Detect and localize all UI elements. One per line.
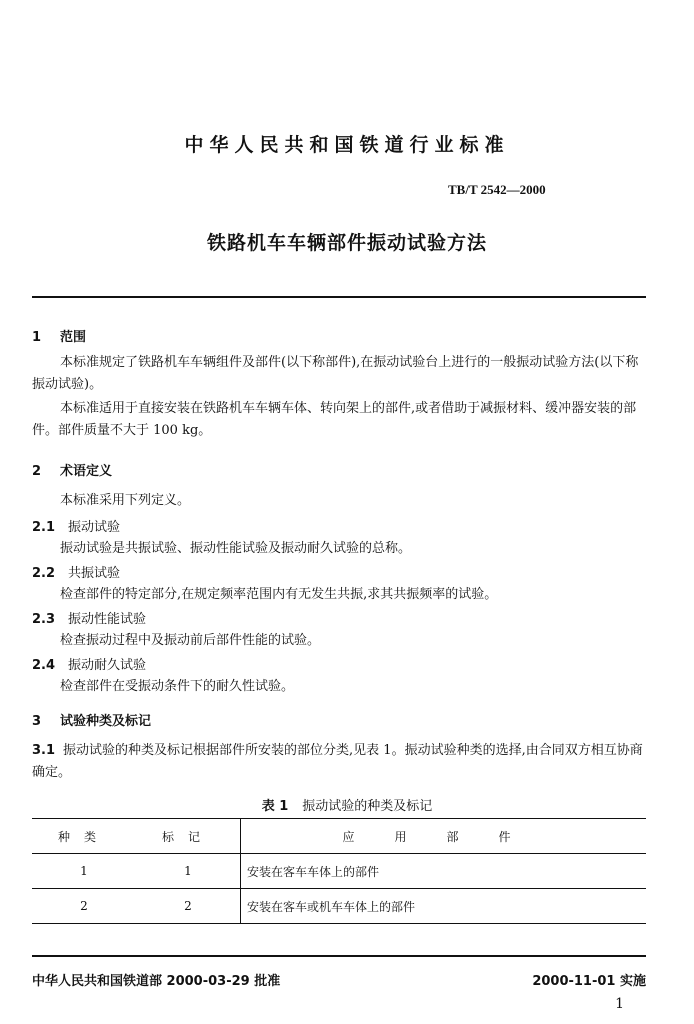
table-label: 表 1 [261, 799, 289, 814]
table-header-row [32, 819, 646, 854]
clause-text: 振动试验的种类及标记根据部件所安装的部位分类,见表 1。振动试验种类的选择,由合同双方相互协商确定。 [32, 743, 643, 780]
approval-line: 中华人民共和国铁道部 2000-03-29 批准 [32, 974, 281, 989]
section-2-intro: 本标准采用下列定义。 [60, 493, 191, 508]
section-number: 1 [32, 330, 42, 345]
table-caption [0, 795, 694, 814]
term-2-4-definition: 检查部件在受振动条件下的耐久性试验。 [60, 679, 295, 694]
section-3-heading [32, 710, 151, 729]
term-2-4 [32, 654, 146, 673]
term-2-2-definition: 检查部件的特定部分,在规定频率范围内有无发生共振,求其共振频率的试验。 [60, 587, 498, 602]
standard-number: TB/T 2542—2000 [448, 182, 546, 197]
header-applied-parts: 应用部件 [241, 819, 647, 854]
document-title: 铁路机车车辆部件振动试验方法 [206, 232, 487, 254]
section-number: 2 [32, 464, 42, 479]
section-1-paragraph-1: 本标准规定了铁路机车车辆组件及部件(以下称部件),在振动试验台上进行的一般振动试验方法(以下称振动试验)。 [32, 355, 639, 392]
section-number: 3 [32, 714, 42, 729]
section-1-heading [32, 326, 86, 345]
term-name: 振动试验 [68, 520, 121, 535]
effective-date: 2000-11-01 实施 [532, 974, 646, 989]
clause-number: 3.1 [32, 743, 56, 758]
term-number: 2.2 [32, 566, 56, 581]
term-2-2 [32, 562, 120, 581]
term-2-3 [32, 608, 146, 627]
header-mark: 标记 [136, 819, 241, 854]
section-title: 试验种类及标记 [60, 714, 152, 729]
section-title: 术语定义 [60, 464, 113, 479]
table-row [32, 854, 646, 889]
term-2-1-definition: 振动试验是共振试验、振动性能试验及振动耐久试验的总称。 [60, 541, 412, 556]
term-name: 振动性能试验 [68, 612, 147, 627]
section-1-paragraph-2: 本标准适用于直接安装在铁路机车车辆车体、转向架上的部件,或者借助于减振材料、缓冲器安装的部件。部件质量不大于 100 kg。 [32, 401, 637, 438]
table-title: 振动试验的种类及标记 [302, 799, 433, 814]
cell-category: 1 [32, 854, 136, 889]
section-2-heading [32, 460, 112, 479]
table-1 [32, 818, 646, 924]
cell-applied-part: 安装在客车车体上的部件 [241, 854, 647, 889]
cell-mark: 2 [136, 889, 241, 924]
cell-applied-part: 安装在客车或机车车体上的部件 [241, 889, 647, 924]
term-2-3-definition: 检查振动过程中及振动前后部件性能的试验。 [60, 633, 321, 648]
org-title: 中华人民共和国铁道行业标准 [184, 134, 510, 156]
cell-mark: 1 [136, 854, 241, 889]
term-name: 振动耐久试验 [68, 658, 147, 673]
term-number: 2.3 [32, 612, 56, 627]
clause-3-1 [32, 740, 646, 784]
section-title: 范围 [60, 330, 87, 345]
footer-rule [32, 955, 646, 957]
header-rule [32, 296, 646, 298]
term-number: 2.1 [32, 520, 56, 535]
table-row [32, 889, 646, 924]
term-name: 共振试验 [68, 566, 121, 581]
cell-category: 2 [32, 889, 136, 924]
page-number: 1 [615, 996, 624, 1012]
header-category: 种类 [32, 819, 136, 854]
term-number: 2.4 [32, 658, 56, 673]
term-2-1 [32, 516, 120, 535]
